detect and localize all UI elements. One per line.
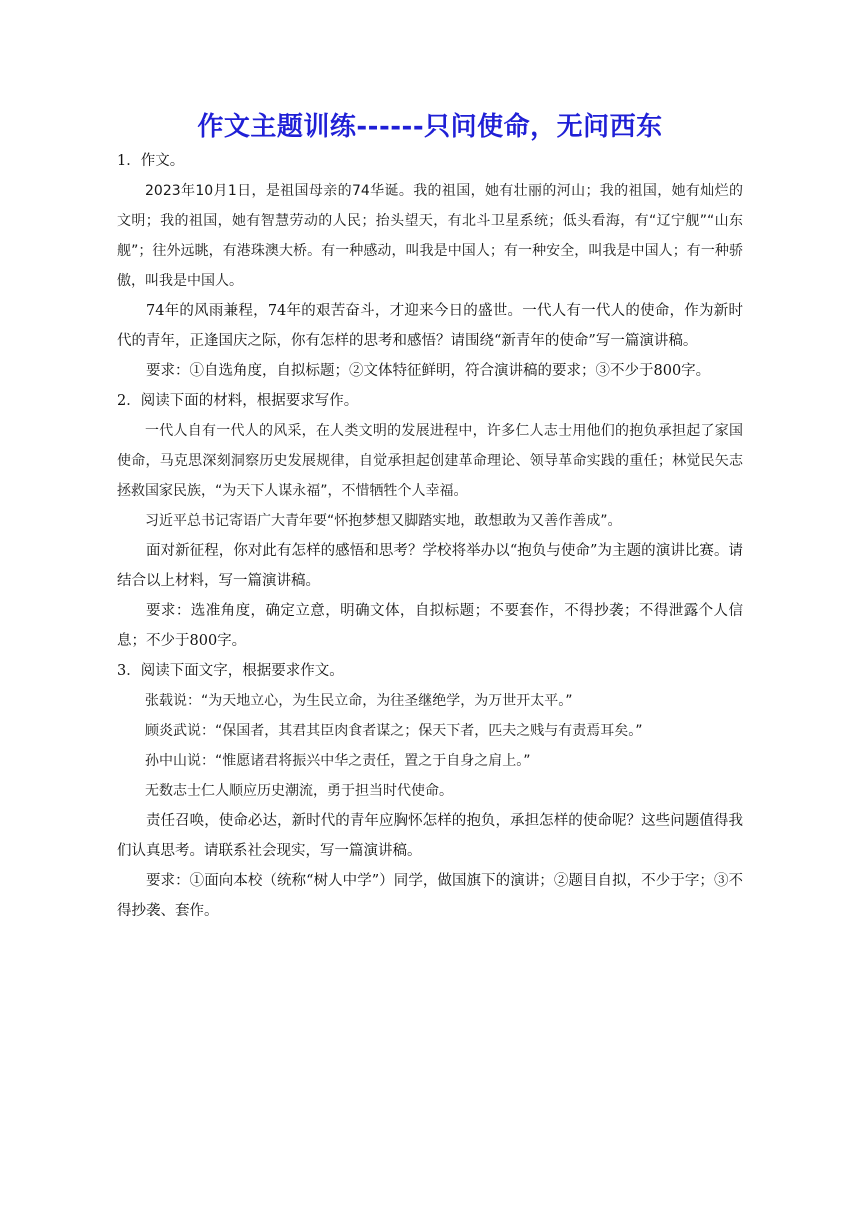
question-1-heading: 1．作文。 [117, 153, 185, 169]
question-2-requirements: 要求：选准角度，确定立意，明确文体，自拟标题；不要套作，不得抄袭；不得泄露个人信息；不少于800字。 [117, 603, 743, 649]
document-body [117, 146, 743, 926]
question-3-requirements: 要求：①面向本校（统称“树人中学”）同学，做国旗下的演讲；②题目自拟，不少于字；③不得抄袭、套作。 [117, 873, 743, 919]
question-2-quote: 习近平总书记寄语广大青年要“怀抱梦想又脚踏实地，敢想敢为又善作善成”。 [145, 513, 622, 529]
question-1-material: 2023年10月1日，是祖国母亲的74华诞。我的祖国，她有壮丽的河山；我的祖国，她有灿烂的文明；我的祖国，她有智慧劳动的人民；抬头望天，有北斗卫星系统；低头看海，有“辽宁舰”“山东舰”；往外远眺，有港珠澳大桥。有一种感动，叫我是中国人；有一种安全，叫我是中国人；有一种骄傲，叫我是中国人。 [117, 183, 743, 289]
question-3-statement: 无数志士仁人顺应历史潮流，勇于担当时代使命。 [145, 783, 453, 799]
question-2-prompt: 面对新征程，你对此有怎样的感悟和思考？学校将举办以“抱负与使命”为主题的演讲比赛。请结合以上材料，写一篇演讲稿。 [117, 543, 743, 589]
question-1-requirements: 要求：①自选角度，自拟标题；②文体特征鲜明，符合演讲稿的要求；③不少于800字。 [146, 363, 711, 379]
question-3-quote-zhang-zai: 张载说：“为天地立心，为生民立命，为往圣继绝学，为万世开太平。” [145, 693, 573, 709]
page-title: 作文主题训练------只问使命，无问西东 [197, 112, 663, 142]
question-3-prompt: 责任召唤，使命必达，新时代的青年应胸怀怎样的抱负，承担怎样的使命呢？这些问题值得我们认真思考。请联系社会现实，写一篇演讲稿。 [117, 813, 743, 859]
question-3-quote-gu-yanwu: 顾炎武说：“保国者，其君其臣肉食者谋之；保天下者，匹夫之贱与有责焉耳矣。” [145, 723, 643, 739]
question-3-heading: 3．阅读下面文字，根据要求作文。 [117, 663, 344, 679]
question-3-quote-sun-zhongshan: 孙中山说：“惟愿诸君将振兴中华之责任，置之于自身之肩上。” [145, 753, 531, 769]
question-2-material: 一代人自有一代人的风采，在人类文明的发展进程中，许多仁人志士用他们的抱负承担起了家国使命，马克思深刻洞察历史发展规律，自觉承担起创建革命理论、领导革命实践的重任；林觉民矢志拯救国家民族，“为天下人谋永福”，不惜牺牲个人幸福。 [117, 423, 743, 499]
question-1-prompt: 74年的风雨兼程，74年的艰苦奋斗，才迎来今日的盛世。一代人有一代人的使命，作为新时代的青年，正逢国庆之际，你有怎样的思考和感悟？请围绕“新青年的使命”写一篇演讲稿。 [117, 303, 743, 349]
question-2-heading: 2．阅读下面的材料，根据要求写作。 [117, 393, 359, 409]
